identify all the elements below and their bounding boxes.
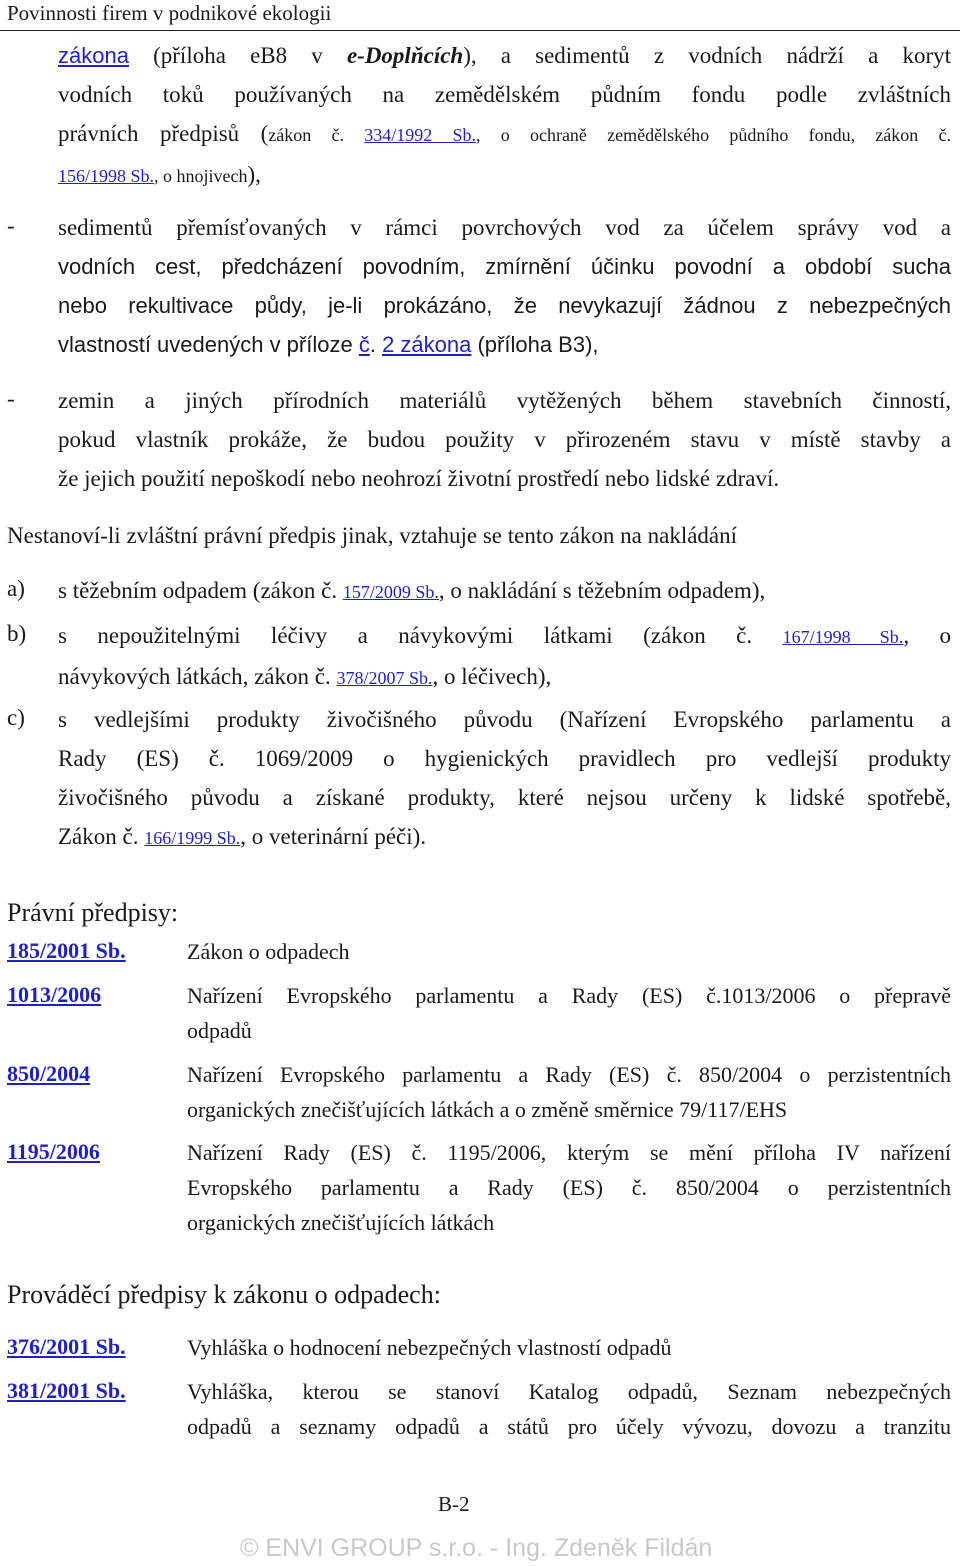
law-850-2004-desc: Nařízení Evropského parlamentu a Rady (ES) č. 850/2004 o perzistentních organických znečišťujících látkách a o změně směrnice 79/117/EHS <box>187 1062 951 1122</box>
bullet-soils: zemin a jiných přírodních materiálů vytěžených během stavebních činností, pokud vlastník prokáže, že budou použity v přirozeném stavu v místě stavby a že jejich použití nepoškodí nebo neohrozí životní prostředí nebo lidské zdraví. <box>58 388 951 491</box>
priloha-c-link[interactable]: č <box>358 332 370 357</box>
law-1195-2006-link[interactable]: 1195/2006 <box>7 1139 100 1164</box>
intro-line-2: vodních toků používaných na zemědělském půdním fondu podle zvláštních <box>58 82 951 107</box>
law-1195-2006-desc: Nařízení Rady (ES) č. 1195/2006, kterým se mění příloha IV nařízení Evropského parlamentu a Rady (ES) č. 850/2004 o perzistentních organických znečišťujících látkách <box>187 1140 951 1235</box>
running-header: Povinnosti firem v podnikové ekologii <box>7 1 332 25</box>
footer-copyright: © ENVI GROUP s.r.o. - Ing. Zdeněk Fildán <box>240 1534 713 1562</box>
law-1013-2006-desc: Nařízení Evropského parlamentu a Rady (ES) č.1013/2006 o přepravě odpadů <box>187 983 951 1043</box>
law-334-1992-link[interactable]: 334/1992 Sb. <box>364 125 476 145</box>
vyhlaska-381-2001-desc: Vyhláška, kterou se stanoví Katalog odpadů, Seznam nebezpečných odpadů a seznamy odpadů a států pro účely vývozu, dovozu a tranzitu <box>187 1379 951 1439</box>
list-item-b: s nepoužitelnými léčivy a návykovými látkami (zákon č. 167/1998 Sb., o návykových látkách, zákon č. 378/2007 Sb., o léčivech), <box>58 623 952 689</box>
law-378-2007-link[interactable]: 378/2007 Sb. <box>336 668 433 688</box>
intro-line-3: právních předpisů (zákon č. 334/1992 Sb., o ochraně zemědělského půdního fondu, zákon č. <box>58 121 952 146</box>
law-157-2009-link[interactable]: 157/2009 Sb. <box>342 582 439 602</box>
zakona-link[interactable]: zákona <box>58 43 129 68</box>
section-heading-pravni: Právní předpisy: <box>7 898 179 927</box>
law-156-1998-link[interactable]: 156/1998 Sb. <box>58 166 155 186</box>
e-doplnky-ref: e-Doplňcích <box>346 43 464 68</box>
intro-line-1: zákona (příloha eB8 v e-Doplňcích), a sedimentů z vodních nádrží a koryt <box>58 43 951 68</box>
intro-line-4: 156/1998 Sb., o hnojivech), <box>58 162 261 187</box>
law-1013-2006-link[interactable]: 1013/2006 <box>7 982 102 1007</box>
list-label-a: a) <box>7 576 25 601</box>
list-item-a: s těžebním odpadem (zákon č. 157/2009 Sb., o nakládání s těžebním odpadem), <box>58 578 766 603</box>
law-185-2001-desc: Zákon o odpadech <box>187 939 350 964</box>
vyhlaska-376-2001-link[interactable]: 376/2001 Sb. <box>7 1334 126 1359</box>
law-850-2004-link[interactable]: 850/2004 <box>7 1061 91 1086</box>
section-heading-provadeci: Prováděcí předpisy k zákonu o odpadech: <box>7 1280 441 1309</box>
law-167-1998-link[interactable]: 167/1998 Sb. <box>782 627 904 647</box>
vyhlaska-381-2001-link[interactable]: 381/2001 Sb. <box>7 1378 126 1403</box>
bullet-dash: - <box>7 213 15 238</box>
bullet-dash: - <box>7 386 15 411</box>
header-divider <box>0 30 960 31</box>
vyhlaska-376-2001-desc: Vyhláška o hodnocení nebezpečných vlastností odpadů <box>187 1335 672 1360</box>
law-166-1999-link[interactable]: 166/1999 Sb. <box>144 828 241 848</box>
law-185-2001-link[interactable]: 185/2001 Sb. <box>7 938 126 963</box>
list-label-b: b) <box>7 621 27 646</box>
list-item-c: s vedlejšími produkty živočišného původu (Nařízení Evropského parlamentu a Rady (ES) č. 1069/2009 o hygienických pravidlech pro vedlejší produkty živočišného původu a získané produkty, které nejsou určeny k lidské spotřebě, Zákon č. 166/1999 Sb., o veterinární péči). <box>58 707 951 849</box>
zakona-2-link[interactable]: 2 zákona <box>382 332 472 357</box>
page-number: B-2 <box>438 1492 470 1516</box>
bullet-sediments: sedimentů přemísťovaných v rámci povrchových vod za účelem správy vod a vodních cest, předcházení povodním, zmírnění účinku povodní a období sucha nebo rekultivace půdy, je-li prokázáno, že nevykazují žádnou z nebezpečných vlastností uvedených v příloze č. 2 zákona (příloha B3), <box>58 215 951 357</box>
scope-paragraph: Nestanoví-li zvláštní právní předpis jinak, vztahuje se tento zákon na nakládání <box>7 523 738 548</box>
list-label-c: c) <box>7 705 25 730</box>
intro-paragraph <box>58 36 951 196</box>
